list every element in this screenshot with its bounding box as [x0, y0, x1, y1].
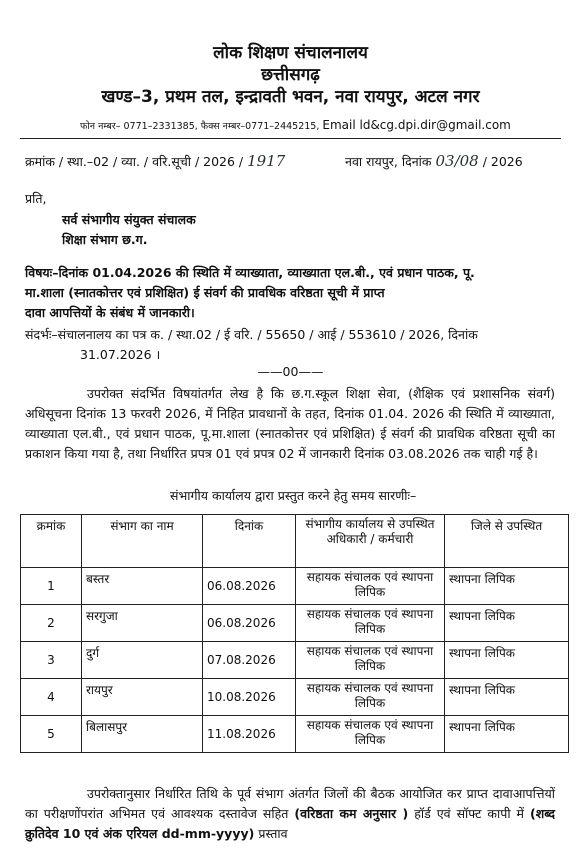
schedule-table: [20, 514, 569, 753]
table-header-row: [21, 515, 569, 568]
table-row: [21, 642, 569, 679]
cell-district: स्थापना लिपिक: [445, 679, 569, 716]
office-name: लोक शिक्षण संचालनालय: [213, 43, 368, 63]
table-row: [21, 605, 569, 642]
reference-line-1: संदर्भः–संचालनालय का पत्र क. / स्था.02 / ई वरि. / 55650 / आई / 553610 / 2026, दिनांक: [25, 327, 478, 342]
col-district: जिले से उपस्थित: [445, 515, 569, 568]
body-paragraph-1: उपरोक्त संदर्भित विषयांतर्गत लेख है कि छ.ग.स्कूल शिक्षा सेवा, (शैक्षिक एवं प्रशासनिक संवर्ग) अधिसूचना दिनांक 13 फरवरी 2026, में निहित प्रावधानों के तहत, दिनांक 01.04. 2026 की स्थिति में व्याख्याता, व्याख्याता एल.बी., एवं प्रधान पाठक, पू.मा.शाला (स्नातकोत्तर एवं प्रशिक्षित) ई संवर्ग की प्रावधिक वरिष्ठता सूची का प्रकाशन किया गया है, तथा निर्धारित प्रपत्र 01 एवं प्रपत्र 02 में जानकारी दिनांक 03.08.2026 तक चाही गई है।: [25, 386, 555, 461]
cell-serial: 2: [21, 605, 82, 642]
col-serial: क्रमांक: [21, 515, 82, 568]
cell-date: 06.08.2026: [203, 605, 296, 642]
col-date: दिनांक: [203, 515, 296, 568]
table-row: [21, 679, 569, 716]
to-line-2: शिक्षा संभाग छ.ग.: [62, 232, 148, 247]
para2-text-mid: हॉर्ड एवं सॉफ्ट कापी में: [414, 806, 525, 821]
col-officers: संभागीय कार्यालय से उपस्थित अधिकारी / कर्मचारी: [296, 515, 445, 568]
to-label: प्रति,: [25, 191, 47, 206]
letter-number: [25, 152, 285, 170]
reference-line-2: 31.07.2026 ।: [80, 347, 161, 362]
cell-division: दुर्ग: [82, 642, 203, 679]
cell-date: 10.08.2026: [203, 679, 296, 716]
cell-district: स्थापना लिपिक: [445, 568, 569, 605]
letter-year: / 2026: [482, 154, 523, 169]
phone-fax: फोन नम्बर– 0771–2331385, फैक्स नम्बर–0771–2445215,: [80, 121, 320, 132]
schedule-intro: संभागीय कार्यालय द्वारा प्रस्तुत करने हेतु समय सारणीः–: [170, 488, 417, 503]
separator: ——00——: [257, 364, 324, 379]
cell-officers: सहायक संचालक एवं स्थापना लिपिक: [296, 679, 445, 716]
cell-division: बिलासपुर: [82, 716, 203, 753]
subject-line-1: विषयः–दिनांक 01.04.2026 की स्थिति में व्याख्याता, व्याख्याता एल.बी., एवं प्रधान पाठक, पू.: [25, 265, 475, 280]
cell-division: सरगुजा: [82, 605, 203, 642]
email: Email ld&cg.dpi.dir@gmail.com: [322, 118, 511, 132]
cell-district: स्थापना लिपिक: [445, 716, 569, 753]
table-row: [21, 568, 569, 605]
cell-district: स्थापना लिपिक: [445, 605, 569, 642]
cell-serial: 5: [21, 716, 82, 753]
cell-officers: सहायक संचालक एवं स्थापना लिपिक: [296, 568, 445, 605]
office-address: खण्ड–3, प्रथम तल, इन्द्रावती भवन, नवा रायपुर, अटल नगर: [101, 87, 480, 107]
letter-date: [345, 152, 523, 170]
cell-officers: सहायक संचालक एवं स्थापना लिपिक: [296, 605, 445, 642]
para2-text-end: प्रस्ताव: [258, 826, 288, 841]
state-name: छत्तीसगढ़: [261, 65, 320, 85]
para2-seniority-note: (वरिष्ठता कम अनुसार ): [294, 806, 409, 821]
letter-number-text: क्रमांक / स्था.–02 / व्या. / वरि.सूची / 2026 /: [25, 154, 244, 169]
cell-division: रायपुर: [82, 679, 203, 716]
header-divider: [20, 138, 561, 139]
cell-serial: 4: [21, 679, 82, 716]
cell-serial: 3: [21, 642, 82, 679]
col-division: संभाग का नाम: [82, 515, 203, 568]
table-row: [21, 716, 569, 753]
subject-line-2: मा.शाला (स्नातकोत्तर एवं प्रशिक्षित) ई संवर्ग की प्रावधिक वरिष्ठता सूची में प्राप्त: [25, 285, 385, 300]
para2-font-note: (शब्द क्रुतिदेव 10 एवं अंक एरियल dd-mm-yyyy): [25, 806, 556, 841]
to-line-1: सर्व संभागीय संयुक्त संचालक: [62, 212, 196, 227]
cell-date: 11.08.2026: [203, 716, 296, 753]
cell-division: बस्तर: [82, 568, 203, 605]
subject-line-3: दावा आपत्तियों के संबंध में जानकारी।: [25, 305, 195, 320]
para2-text-start: उपरोक्तानुसार निर्धारित तिथि के पूर्व संभाग अंतर्गत जिलों की बैठक आयोजित कर प्राप्त दावाआपत्तियों का परीक्षणोंपरांत अभिमत एवं आवश्यक दस्तावेज सहित: [25, 786, 555, 821]
handwritten-date: 03/08: [435, 152, 479, 170]
body-paragraph-2: [25, 784, 555, 844]
cell-officers: सहायक संचालक एवं स्थापना लिपिक: [296, 716, 445, 753]
cell-date: 06.08.2026: [203, 568, 296, 605]
contact-line: [80, 118, 511, 132]
handwritten-number: 1917: [247, 152, 286, 170]
cell-serial: 1: [21, 568, 82, 605]
cell-date: 07.08.2026: [203, 642, 296, 679]
letter-date-prefix: नवा रायपुर, दिनांक: [345, 154, 432, 169]
cell-district: स्थापना लिपिक: [445, 642, 569, 679]
cell-officers: सहायक संचालक एवं स्थापना लिपिक: [296, 642, 445, 679]
